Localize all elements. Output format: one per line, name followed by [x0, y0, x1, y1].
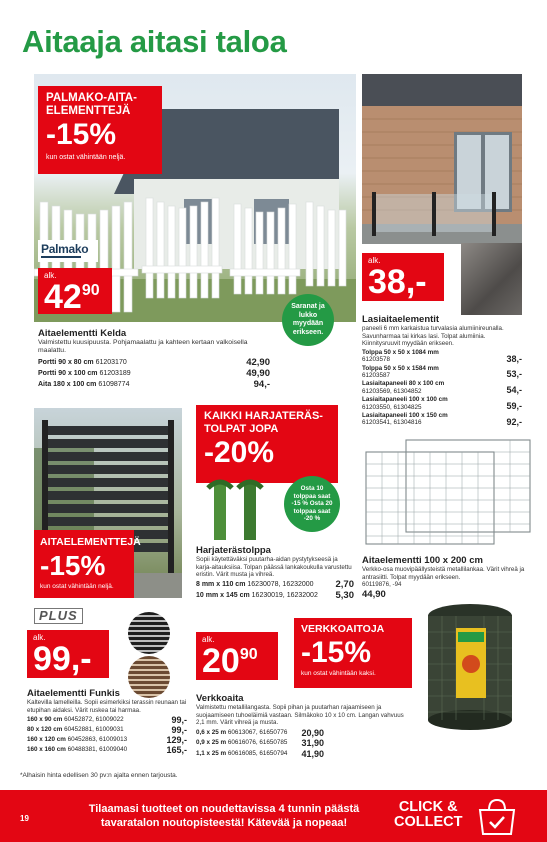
- page-number: 19: [20, 814, 29, 823]
- elementti-desc: Verkko-osa muovipäällysteistä metallilankaa. Värit vihreä ja antrasiitti. Tolpat myydään erikseen.: [362, 566, 525, 581]
- footer-bar: [0, 790, 547, 842]
- harja-promo-header: KAIKKI HARJATERÄS- TOLPAT JOPA: [204, 410, 323, 435]
- kelda-promo-box: [38, 86, 162, 174]
- funkis-row: 160 x 90 cm 60452872, 61009022 99,-: [27, 715, 187, 726]
- footer-text: Tilaamasi tuotteet on noudettavissa 4 tunnin päästä tavaratalon noutopisteestä! Kätevää ja nopeaa!: [88, 803, 360, 829]
- verkko-row: 1,1 x 25 m 60616085, 61650794 41,90: [196, 748, 324, 759]
- harja-quantity-badge: Osta 10 tolppaa saat -15 % Osta 20 tolppaa saat -20 %: [284, 476, 340, 532]
- funkis-promo-note: kun ostat vähintään neljä.: [40, 583, 114, 590]
- harja-row: 8 mm x 110 cm 16230078, 16232000 2,70: [196, 578, 354, 590]
- mesh-panel-image: [362, 438, 534, 548]
- elementti-info: [362, 555, 528, 600]
- lasi-name: Lasiaitaelementit: [362, 314, 440, 325]
- glass-panel-sample: [461, 243, 522, 315]
- harja-promo-box: [196, 405, 338, 483]
- verkko-promo-box: [294, 618, 412, 688]
- harja-info: [196, 545, 354, 601]
- kelda-price-prefix: alk.: [44, 271, 57, 280]
- mesh-roll-image: [420, 602, 520, 732]
- lasi-price-tag: [362, 253, 444, 301]
- funkis-row: 80 x 120 cm 60452881, 61009031 99,-: [27, 725, 187, 736]
- palmako-brand: Palmako: [41, 242, 89, 256]
- funkis-promo-box: [34, 530, 141, 598]
- verkko-row: 0,9 x 25 m 60616076, 61650785 31,90: [196, 738, 324, 749]
- funkis-info: [27, 688, 187, 755]
- lasi-row: Tolppa 50 x 50 x 1084 mm 61203578 38,-: [362, 348, 522, 364]
- verkko-desc: Valmistettu metallilangasta. Sopii pihan ja puutarhan rajaamiseen ja suojaamiseen tuhoeläimiä vastaan. Silmäkoko 10 x 10 cm. Langan vahvuus 2,1 mm. Värit vihreä ja musta.: [196, 704, 404, 727]
- funkis-price-prefix: alk.: [33, 633, 46, 642]
- funkis-row: 160 x 120 cm 60452863, 61009013 129,-: [27, 735, 187, 746]
- kelda-price-main: 42: [44, 278, 82, 316]
- harja-name: Harjaterästolppa: [196, 545, 271, 556]
- kelda-name: Aitaelementti Kelda: [38, 328, 127, 339]
- rebar-posts-image: [200, 478, 280, 540]
- funkis-row: 160 x 160 cm 60488381, 61009040 165,-: [27, 745, 187, 756]
- verkko-price-cents: 90: [239, 646, 258, 663]
- palmako-logo: [38, 240, 98, 262]
- harja-desc: Sopii käytettäväksi puutarha-aidan pystytykseesä ja karja-aitauksiisa. Tolpan päässä lankakoukulla varustettu eristin. Värit musta ja vihreä.: [196, 556, 352, 579]
- kelda-promo-note: kun ostat vähintään neljä.: [46, 154, 126, 161]
- funkis-promo-header: AITAELEMENTTEJÄ: [40, 536, 141, 548]
- verkko-price-main: 20: [202, 642, 240, 680]
- lasi-desc: paneeli 6 mm karkaistua turvalasia alumiinireunalla. Savunharmaa tai kirkas lasi. Tolpat alumiinia. Kiinnitysruuvit myydään erikseen.: [362, 325, 504, 348]
- kelda-hinges-badge: Saranat ja lukko myydään erikseen.: [282, 294, 334, 346]
- lasi-info: [362, 314, 522, 427]
- funkis-price-tag: [27, 630, 109, 678]
- kelda-promo-percent: -15%: [46, 118, 117, 151]
- funkis-price-main: 99,-: [33, 640, 92, 678]
- kelda-info: [38, 328, 270, 390]
- lasi-price-main: 38,-: [368, 263, 427, 301]
- verkko-promo-header: VERKKOAITOJA: [301, 623, 385, 635]
- verkko-row: 0,6 x 25 m 60613067, 61650776 20,90: [196, 727, 324, 738]
- verkko-name: Verkkoaita: [196, 693, 244, 704]
- verkko-price-tag: [196, 632, 278, 680]
- bag-icon: [476, 798, 518, 836]
- kelda-price-cents: 90: [81, 282, 100, 299]
- kelda-row: Aita 180 x 100 cm 61098774 94,-: [38, 379, 270, 391]
- kelda-price-tag: [38, 268, 112, 314]
- elementti-name: Aitaelementti 100 x 200 cm: [362, 555, 483, 566]
- funkis-promo-percent: -15%: [40, 550, 106, 581]
- funkis-desc: Kaltevilla lamelleilla. Sopii esimerkiksi terassin reunaan tai etupihan aidaksi. Värit ruskea tai harmaa.: [27, 699, 187, 714]
- plus-logo: PLUS: [34, 608, 83, 624]
- kelda-promo-header: PALMAKO-AITA- ELEMENTTEJÄ: [46, 92, 137, 117]
- lasi-row: Tolppa 50 x 50 x 1584 mm 61203587 53,-: [362, 364, 522, 380]
- verkko-promo-note: kun ostat vähintään kaksi.: [301, 670, 376, 677]
- lasi-row: Lasiaitapaneeli 100 x 100 cm 61203550, 61304825 59,-: [362, 396, 522, 412]
- verkko-price-prefix: alk.: [202, 635, 215, 644]
- funkis-swatch-dark: [128, 612, 170, 654]
- verkko-promo-percent: -15%: [301, 636, 372, 669]
- kelda-row: Portti 90 x 80 cm 61203170 42,90: [38, 357, 270, 369]
- footnote: *Alhaisin hinta edellisen 30 pv:n ajalta ennen tarjousta.: [20, 772, 178, 779]
- lasi-price-prefix: alk.: [368, 256, 381, 265]
- lasi-row: Lasiaitapaneeli 80 x 100 cm 61203569, 61304852 54,-: [362, 380, 522, 396]
- funkis-name: Aitaelementti Funkis: [27, 688, 120, 699]
- lasi-row: Lasiaitapaneeli 100 x 150 cm 61203541, 61304816 92,-: [362, 412, 522, 427]
- elementti-price: 44,90: [362, 588, 386, 600]
- kelda-desc: Valmistettu kuusipuusta. Pohjamaalattu ja kahteen kertaan valkoisella maalattu.: [38, 339, 248, 355]
- click-collect-label: CLICK & COLLECT: [394, 799, 463, 830]
- harja-promo-percent: -20%: [204, 436, 275, 469]
- elementti-code: 60119876, -94: [362, 581, 402, 589]
- harja-row: 10 mm x 145 cm 16230019, 16232002 5,30: [196, 589, 354, 601]
- verkko-info: [196, 693, 410, 759]
- glass-fence-photo: [362, 74, 522, 244]
- page-title: Aitaaja aitasi taloa: [22, 24, 287, 59]
- kelda-row: Portti 90 x 100 cm 61203189 49,90: [38, 368, 270, 380]
